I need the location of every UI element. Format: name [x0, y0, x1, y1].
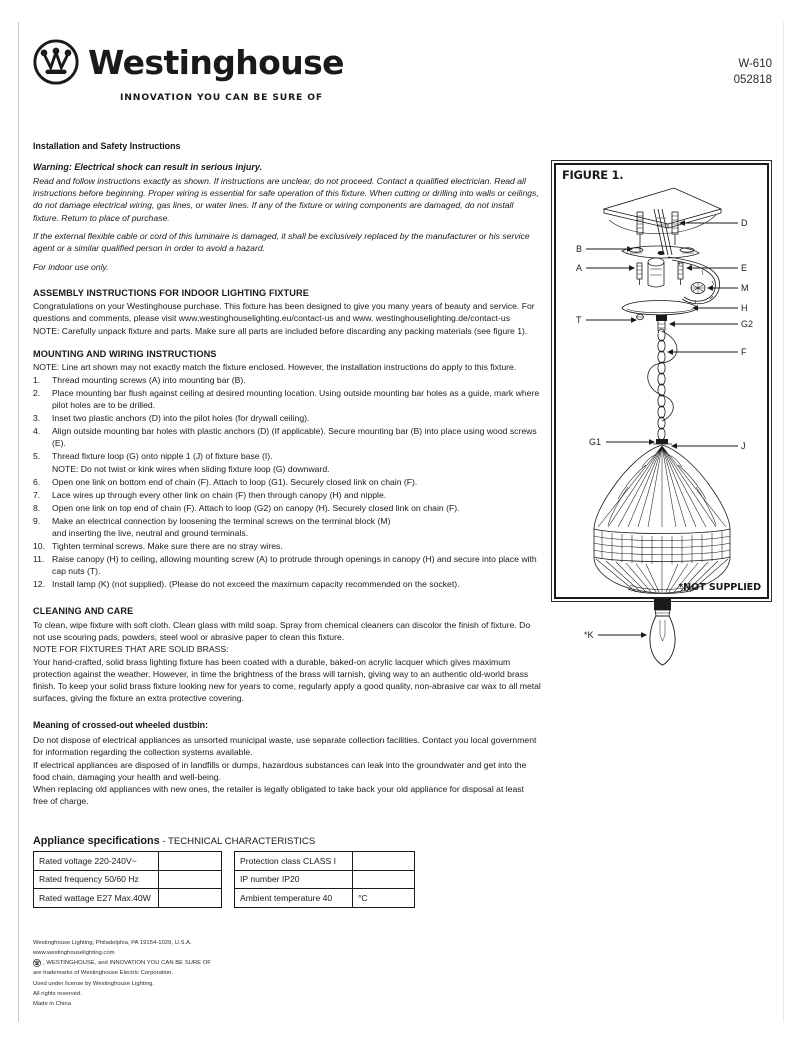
- figure-1-inner: [554, 163, 769, 640]
- callout-label-b: B: [576, 244, 583, 254]
- mounting-step: [33, 578, 541, 590]
- spec-row: [235, 889, 415, 908]
- warning-body: Read and follow instructions exactly as shown. If instructions are unclear, do not proceed. Contact a qualified electrician. Read all instructions before beginning. Proper wiring is essential for safe operation of this fixture. When cutting or drilling into walls or ceilings, do not damage electrical wiring, gas lines, or water lines. If any of the fixture or wiring components are damaged, do not install fixture. Return to place of purchase.: [33, 175, 539, 223]
- footer-trademark-text: , WESTINGHOUSE, and INNOVATION YOU CAN BE SURE OF: [43, 960, 211, 967]
- callout-label-e: E: [741, 263, 748, 273]
- dustbin-paragraph-1: Do not dispose of electrical appliances as unsorted municipal waste, use separate collection facilities. Contact you local government for information regarding the collection systems available.: [33, 735, 537, 758]
- spec-value: [353, 852, 415, 871]
- step-text: Open one link on bottom end of chain (F). Attach to loop (G1). Securely closed link on chain (F).: [52, 476, 418, 487]
- document-codes: [734, 56, 772, 89]
- mounting-note: NOTE: Line art shown may not exactly match the fixture enclosed. However, the installation instructions do apply to this fixture.: [33, 362, 517, 373]
- mounting-step: [33, 515, 541, 540]
- spec-row: [34, 870, 222, 889]
- footer-rights: All rights reserved.: [33, 990, 82, 997]
- mounting-step: [33, 450, 541, 475]
- callout-label-j: J: [741, 441, 746, 451]
- step-subnote: and inserting the live, neutral and ground terminals.: [52, 528, 249, 539]
- specs-table-right: [234, 851, 415, 908]
- mounting-step: [33, 540, 541, 552]
- spec-label: IP number IP20: [235, 870, 353, 889]
- spec-value: °C: [353, 889, 415, 908]
- callout-label-g2: G2: [741, 319, 754, 329]
- mounting-steps-list: [33, 374, 541, 591]
- step-number: 6.: [33, 476, 41, 487]
- spec-row: [34, 889, 222, 908]
- step-number: 10.: [33, 541, 45, 552]
- figure-not-supplied-note: *NOT SUPPLIED: [678, 582, 761, 593]
- brand-name: Westinghouse: [88, 42, 344, 82]
- step-text: Tighten terminal screws. Make sure there are no stray wires.: [52, 541, 283, 552]
- spec-value: [159, 889, 222, 908]
- callout-label-a: A: [576, 263, 583, 273]
- step-text: Align outside mounting bar holes with plastic anchors (D) (If applicable). Secure mounting bar (B) into place using wood screws (E).: [52, 425, 537, 449]
- step-text: Open one link on top end of chain (F). Attach to loop (G2) on canopy (H). Securely closed link on chain (F).: [52, 502, 460, 513]
- mounting-step: [33, 502, 541, 514]
- callout-label-t: T: [576, 315, 582, 325]
- step-text: Make an electrical connection by loosening the terminal screws on the terminal block (M): [52, 515, 391, 526]
- callout-label-d: D: [741, 218, 748, 228]
- dustbin-paragraph-3: When replacing old appliances with new ones, the retailer is legally obligated to take back your old appliance for disposal at least free of charge.: [33, 784, 524, 807]
- spec-row: [235, 852, 415, 871]
- step-number: 12.: [33, 579, 45, 590]
- assembly-body: Congratulations on your Westinghouse purchase. This fixture has been designed to give you many years of beauty and service. For questions and comments, please visit www.westinghouselighting.eu/contact-us and www. westinghouselighting.de/contact-us: [33, 301, 535, 324]
- footer-trademark-line: [33, 958, 211, 968]
- cleaning-section-title: CLEANING AND CARE: [33, 606, 134, 617]
- model-code: W-610: [738, 58, 772, 70]
- spec-label: Rated voltage 220-240V~: [34, 852, 159, 871]
- step-number: 3.: [33, 413, 41, 423]
- mounting-step: [33, 374, 541, 386]
- brand-tagline: INNOVATION YOU CAN BE SURE OF: [120, 92, 324, 103]
- spec-value: [159, 870, 222, 889]
- main-content-column: [33, 140, 541, 808]
- specs-table-left-body: [34, 852, 222, 908]
- mounting-step: [33, 553, 541, 578]
- mounting-step: [33, 387, 541, 412]
- step-number: 1.: [33, 374, 41, 385]
- doc-code: 052818: [733, 74, 772, 87]
- callout-label-g1: G1: [589, 437, 602, 447]
- specs-tables: [33, 851, 423, 908]
- step-text: Raise canopy (H) to ceiling, allowing mounting screw (A) to protrude through openings in canopy (H) and secure into place with cap nuts (T).: [52, 553, 537, 577]
- step-text: Install lamp (K) (not supplied). (Please do not exceed the maximum capacity recommended on the socket).: [52, 579, 460, 590]
- step-text: Thread mounting screws (A) into mounting bar (B).: [52, 374, 246, 385]
- footer-license: Used under license by Westinghouse Lighting.: [33, 980, 155, 987]
- spec-label: Rated frequency 50/60 Hz: [34, 870, 159, 889]
- figure-callouts: [556, 165, 771, 640]
- mounting-section-title: MOUNTING AND WIRING INSTRUCTIONS: [33, 349, 217, 360]
- assembly-note: NOTE: Carefully unpack fixture and parts. Make sure all parts are included before discarding any packing materials (see figure 1).: [33, 325, 528, 336]
- step-text: Thread fixture loop (G) onto nipple 1 (J) of fixture base (I).: [52, 451, 273, 462]
- mounting-step: [33, 489, 541, 501]
- step-number: 5.: [33, 451, 41, 462]
- page-footer: [33, 938, 211, 1009]
- callout-label-f: F: [741, 347, 747, 357]
- westinghouse-circle-w-logo-small-icon: [33, 959, 41, 967]
- step-subnote: NOTE: Do not twist or kink wires when sliding fixture loop (G) downward.: [52, 463, 330, 474]
- specs-heading-bold: Appliance specifications: [33, 835, 160, 847]
- dustbin-section-title: Meaning of crossed-out wheeled dustbin:: [33, 719, 209, 730]
- step-number: 2.: [33, 387, 41, 398]
- step-number: 7.: [33, 489, 41, 500]
- footer-trademark-owner: are trademarks of Westinghouse Electric Corporation.: [33, 970, 174, 977]
- dustbin-paragraph-2: If electrical appliances are disposed of in landfills or dumps, hazardous substances can leak into the groundwater and get into the food chain, damaging your health and well-being.: [33, 759, 527, 782]
- footer-address: Westinghouse Lighting, Philadelphia, PA 19154-1029, U.S.A.: [33, 940, 192, 946]
- mounting-step: [33, 412, 541, 424]
- mounting-step: [33, 425, 541, 450]
- warning-title: Warning: Electrical shock can result in serious injury.: [33, 162, 263, 173]
- spec-row: [235, 870, 415, 889]
- step-text: Inset two plastic anchors (D) into the pilot holes (for drywall ceiling).: [52, 413, 310, 423]
- specs-table-left: [33, 851, 222, 908]
- footer-website[interactable]: www.westinghouselighting.com: [33, 950, 115, 957]
- footer-origin: Made in China: [33, 1000, 71, 1007]
- cleaning-body: To clean, wipe fixture with soft cloth. Clean glass with mild soap. Spray from chemical cleaners can discolor the finish of fixture. Do not use scouring pads, powders, steel wool or abrasive paper to clean this fixture.: [33, 619, 531, 642]
- specs-heading-rest: - TECHNICAL CHARACTERISTICS: [159, 836, 316, 847]
- specs-heading: [33, 835, 315, 847]
- cable-replacement-note: If the external flexible cable or cord of this luminaire is damaged, it shall be exclusively replaced by the manufacturer or his service agent or a similar qualified person in order to avoid a hazard.: [33, 230, 530, 254]
- spec-label: Rated wattage E27 Max.40W: [34, 889, 159, 908]
- step-number: 4.: [33, 425, 41, 436]
- callout-label-k: *K: [584, 630, 594, 640]
- spec-value: [159, 852, 222, 871]
- spec-label: Ambient temperature 40: [235, 889, 353, 908]
- step-text: Lace wires up through every other link on chain (F) then through canopy (H) and nipple.: [52, 489, 387, 500]
- specs-table-right-body: [235, 852, 415, 908]
- spec-row: [34, 852, 222, 871]
- spec-label: Protection class CLASS I: [235, 852, 353, 871]
- step-number: 8.: [33, 502, 41, 513]
- brass-note-body: Your hand-crafted, solid brass lighting fixture has been coated with a durable, baked-on acrylic lacquer which gives maximum protection against the weather. However, in time the brightness of the brass will tarnish, giving way to an authentic old-world brass finish. To keep your solid brass fixture looking new for years to come, regularly apply a good quality, non-abrasive car wax to all metal surfaces, giving the fixture an extra protective covering.: [33, 656, 541, 704]
- step-text: Place mounting bar flush against ceiling at desired mounting location. Using outside mounting bar holes as a guide, mark where pilot holes are to be drilled.: [52, 387, 540, 411]
- assembly-section-title: ASSEMBLY INSTRUCTIONS FOR INDOOR LIGHTING FIXTURE: [33, 287, 309, 298]
- brass-note-title: NOTE FOR FIXTURES THAT ARE SOLID BRASS:: [33, 644, 229, 655]
- callout-label-h: H: [741, 303, 748, 313]
- step-number: 9.: [33, 515, 41, 526]
- brand-logo: [32, 38, 772, 86]
- figure-1-box: [551, 160, 772, 640]
- westinghouse-circle-w-logo-icon: [32, 38, 80, 86]
- spec-value: [353, 870, 415, 889]
- mounting-step: [33, 476, 541, 488]
- figure-title: FIGURE 1.: [562, 168, 624, 182]
- safety-section-title: Installation and Safety Instructions: [33, 141, 181, 151]
- page-header: [32, 38, 772, 108]
- indoor-use-note: For indoor use only.: [33, 261, 109, 272]
- step-number: 11.: [33, 553, 45, 564]
- callout-label-m: M: [741, 283, 749, 293]
